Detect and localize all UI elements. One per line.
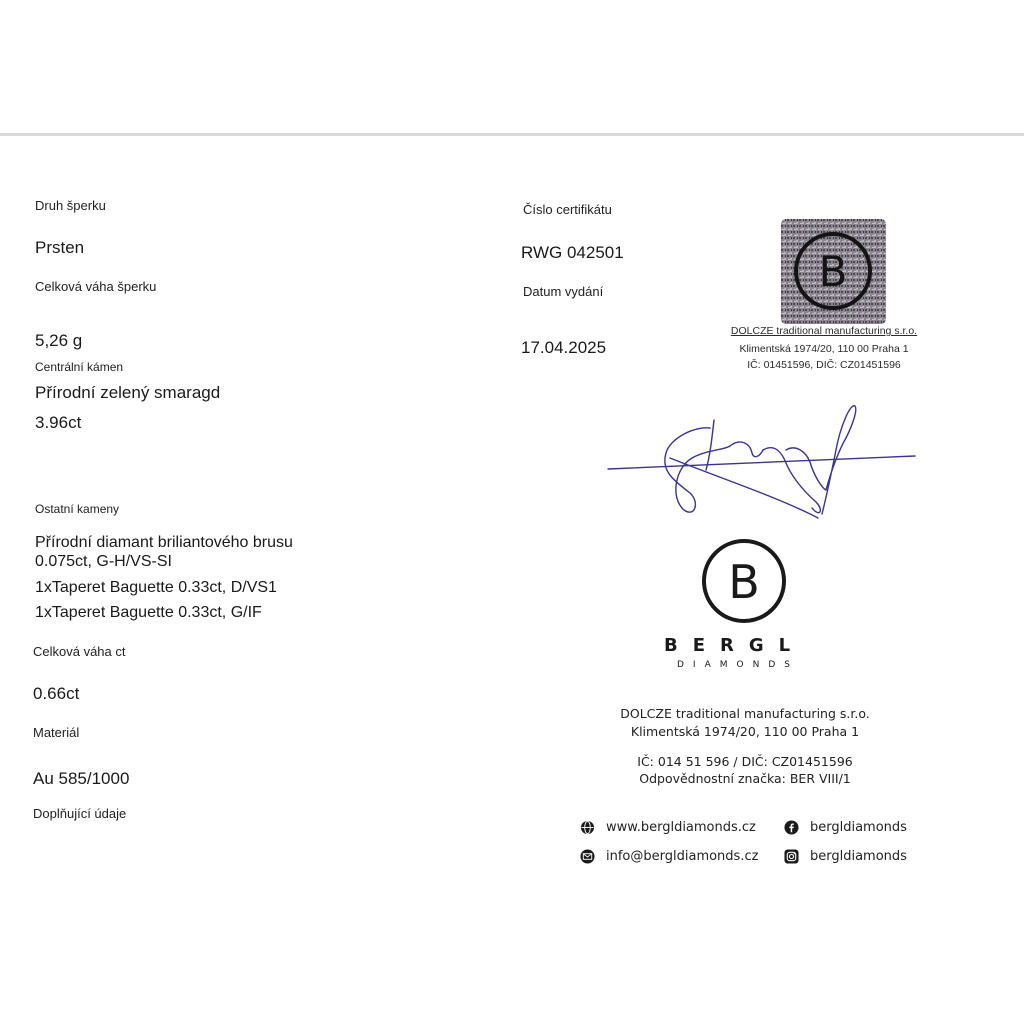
facebook-icon bbox=[784, 820, 799, 835]
contact-facebook-label: bergldiamonds bbox=[810, 820, 907, 835]
mail-icon bbox=[580, 849, 595, 864]
contact-email-label: info@bergldiamonds.cz bbox=[606, 849, 759, 864]
contact-instagram-label: bergldiamonds bbox=[810, 849, 907, 864]
stamp-logo-letter: B bbox=[818, 247, 848, 296]
other-stone-line-clip bbox=[35, 533, 293, 549]
contact-web-label: www.bergldiamonds.cz bbox=[606, 820, 756, 835]
other-stones-label: Ostatní kameny bbox=[35, 502, 120, 516]
stamp-company: DOLCZE traditional manufacturing s.r.o. bbox=[730, 325, 918, 337]
contact-web[interactable] bbox=[580, 820, 756, 835]
stamp-address: Klimentská 1974/20, 110 00 Praha 1 bbox=[739, 343, 909, 355]
additional-info-label: Doplňující údaje bbox=[33, 806, 127, 821]
instagram-icon bbox=[784, 849, 799, 864]
other-stone-line: 1xTaperet Baguette 0.33ct, D/VS1 bbox=[35, 579, 277, 596]
other-stone-line: Přírodní diamant briliantového brusu bbox=[35, 534, 293, 549]
certificate-number-label: Číslo certifikátu bbox=[523, 202, 612, 217]
contact-instagram[interactable] bbox=[784, 849, 907, 864]
issue-date-label: Datum vydání bbox=[523, 284, 604, 299]
brand-name: BERGL bbox=[664, 635, 806, 656]
globe-icon bbox=[580, 820, 595, 835]
total-ct-label: Celková váha ct bbox=[33, 644, 126, 659]
company-address: Klimentská 1974/20, 110 00 Praha 1 bbox=[630, 724, 860, 739]
company-name: DOLCZE traditional manufacturing s.r.o. bbox=[620, 706, 870, 721]
material-value: Au 585/1000 bbox=[33, 769, 130, 788]
central-stone-label: Centrální kámen bbox=[35, 360, 124, 374]
jewelry-type-value: Prsten bbox=[35, 238, 85, 257]
other-stone-line: 0.075ct, G-H/VS-SI bbox=[35, 553, 172, 570]
company-ids: IČ: 014 51 596 / DIČ: CZ01451596 bbox=[637, 754, 853, 769]
central-stone-carat: 3.96ct bbox=[35, 413, 82, 432]
contact-facebook[interactable] bbox=[784, 820, 907, 835]
jewelry-weight-label: Celková váha šperku bbox=[35, 279, 157, 294]
top-divider bbox=[0, 133, 1024, 136]
material-label: Materiál bbox=[33, 725, 80, 740]
jewelry-type-label: Druh šperku bbox=[35, 198, 106, 213]
brand-logo bbox=[700, 537, 788, 625]
stamp-logo bbox=[781, 219, 886, 324]
total-ct-value: 0.66ct bbox=[33, 684, 80, 703]
issue-date-value: 17.04.2025 bbox=[521, 338, 607, 357]
central-stone-value: Přírodní zelený smaragd bbox=[35, 383, 221, 402]
certificate-number-value: RWG 042501 bbox=[521, 243, 624, 262]
contact-email[interactable] bbox=[580, 849, 758, 864]
company-responsibility-mark: Odpovědnostní značka: BER VIII/1 bbox=[639, 771, 851, 786]
jewelry-weight-value: 5,26 g bbox=[35, 331, 83, 350]
other-stone-line: 1xTaperet Baguette 0.33ct, G/IF bbox=[35, 604, 262, 621]
signature bbox=[600, 398, 920, 528]
stamp-ids: IČ: 01451596, DIČ: CZ01451596 bbox=[747, 359, 901, 371]
brand-subtitle: DIAMONDS bbox=[677, 660, 799, 670]
brand-logo-letter: B bbox=[728, 555, 760, 609]
